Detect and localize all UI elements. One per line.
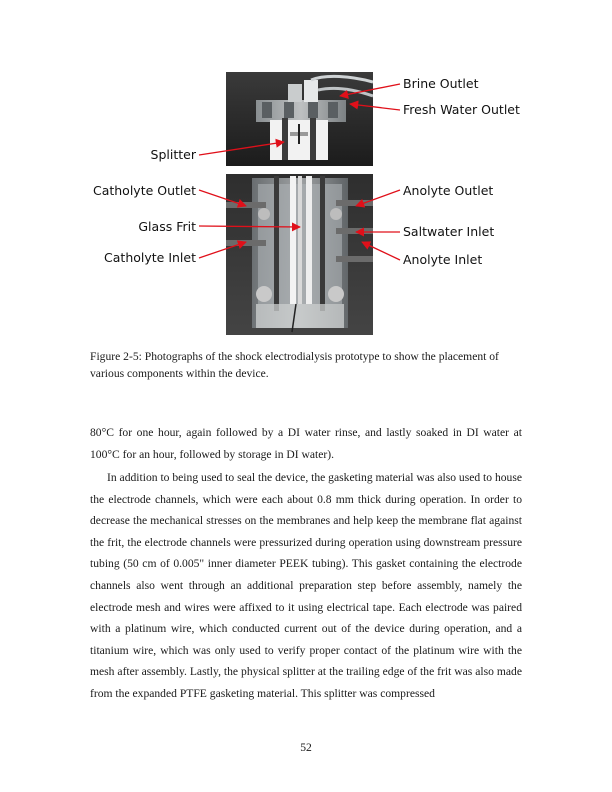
callout-arrows bbox=[0, 0, 612, 340]
page-number: 52 bbox=[300, 741, 312, 754]
label-brine-outlet: Brine Outlet bbox=[403, 76, 479, 91]
arrow-fresh-water-outlet bbox=[350, 104, 400, 110]
arrow-catholyte-outlet bbox=[199, 190, 246, 206]
label-splitter: Splitter bbox=[150, 147, 196, 162]
arrow-splitter bbox=[199, 142, 284, 155]
figure-caption: Figure 2-5: Photographs of the shock electrodialysis prototype to show the placement of various components within the device. bbox=[90, 350, 499, 380]
label-anolyte-outlet: Anolyte Outlet bbox=[403, 183, 494, 198]
paragraph-2: In addition to being used to seal the device, the gasketing material was also used to house the electrode channels, which were each about 0.8 mm thick during operation. In order to decrease the mechanical stresses on the membranes and help keep the membrane flat against the frit, the electrode channels were pressurized during operation using downstream pressure tubing (50 cm of 0.005" inner diameter PEEK tubing). This gasket containing the electrode channels also went through an additional preparation step before assembly, namely the electrode mesh and wires were affixed to it using electrical tape. Each electrode was paired with a platinum wire, which conducted current out of the device during operation, and a titanium wire, which was only used to verify proper contact of the platinum wire with the mesh after assembly. Lastly, the physical splitter at the trailing edge of the frit was also made from the expanded PTFE gasketing material. This splitter was compressed bbox=[90, 471, 523, 700]
label-fresh-water-outlet: Fresh Water Outlet bbox=[403, 102, 520, 117]
label-saltwater-inlet: Saltwater Inlet bbox=[403, 224, 495, 239]
label-anolyte-inlet: Anolyte Inlet bbox=[403, 252, 483, 267]
label-glass-frit: Glass Frit bbox=[138, 219, 196, 234]
arrow-anolyte-outlet bbox=[356, 190, 400, 206]
arrow-brine-outlet bbox=[340, 84, 400, 96]
arrow-anolyte-inlet bbox=[362, 242, 400, 260]
arrow-catholyte-inlet bbox=[199, 242, 246, 258]
figure-2-5 bbox=[0, 0, 612, 340]
label-catholyte-outlet: Catholyte Outlet bbox=[92, 183, 196, 198]
label-catholyte-inlet: Catholyte Inlet bbox=[104, 250, 196, 265]
paragraph-1: 80°C for one hour, again followed by a DI water rinse, and lastly soaked in DI water at 100°C for an hour, followed by storage in DI water). bbox=[90, 426, 522, 461]
arrow-glass-frit bbox=[199, 226, 300, 227]
